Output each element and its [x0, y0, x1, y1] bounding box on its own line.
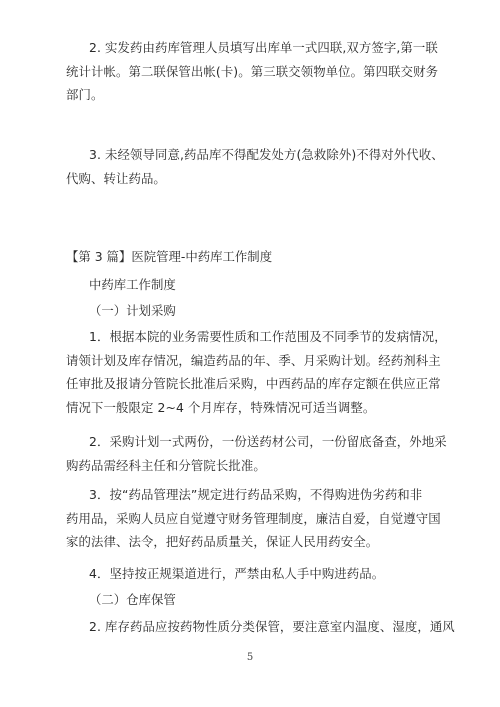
text-line: 4．坚持按正规渠道进行，严禁由私人手中购进药品。 [89, 566, 385, 581]
text-line: 代购、转让药品。 [66, 170, 166, 186]
text-line: 1．根据本院的业务需要性质和工作范围及不同季节的发病情况， [89, 329, 447, 344]
subsection-title: 中药库工作制度 [89, 277, 176, 292]
text-line: 统计计帐。第二联保管出帐(卡)。第三联交领物单位。第四联交财务 [66, 63, 439, 79]
paragraph-dispensing-forms [66, 36, 446, 107]
text-line: 任审批及报请分管院长批准后采购，中西药品的库存定额在供应正常 [66, 376, 441, 391]
text-line: 2．采购计划一式两份，一份送药材公司，一份留底备查，外地采 [89, 434, 447, 449]
text-line: 购药品需经科主任和分管院长批准。 [66, 457, 266, 473]
paragraph-storage-rules [66, 615, 455, 639]
text-line: 药用品，采购人员应自觉遵守财务管理制度，廉洁自爱，自觉遵守国 [66, 510, 441, 526]
page-number: 5 [246, 652, 254, 663]
text-line: 请领计划及库存情况，编造药品的年、季、月采购计划。经药剂科主 [66, 352, 441, 368]
paragraph-formal-channels [66, 562, 446, 586]
text-line: 3. 未经领导同意,药品库不得配发处方(急救除外)不得对外代收、 [89, 147, 444, 162]
paragraph-approval-rule [66, 143, 446, 190]
subheading-planned-purchasing: （一）计划采购 [89, 303, 176, 318]
text-line: 3．按“药品管理法”规定进行药品采购，不得购进伪劣药和非 [89, 487, 423, 502]
text-line: 2. 库存药品应按药物性质分类保管，要注意室内温度、湿度，通风 [89, 619, 455, 634]
paragraph-purchase-plan [66, 325, 446, 419]
subheading-warehouse-storage: （二）仓库保管 [89, 592, 176, 607]
paragraph-drug-law [66, 483, 446, 554]
text-line: 2. 实发药由药库管理人员填写出库单一式四联,双方签字,第一联 [89, 40, 438, 55]
text-line: 情况下一般限定 2~4 个月库存，特殊情况可适当调整。 [66, 399, 376, 415]
paragraph-plan-copies [66, 430, 446, 477]
section-title: 【第 3 篇】医院管理-中药库工作制度 [66, 249, 273, 264]
text-line: 家的法律、法令，把好药品质量关，保证人民用药安全。 [66, 534, 379, 549]
text-line: 部门。 [66, 87, 104, 102]
